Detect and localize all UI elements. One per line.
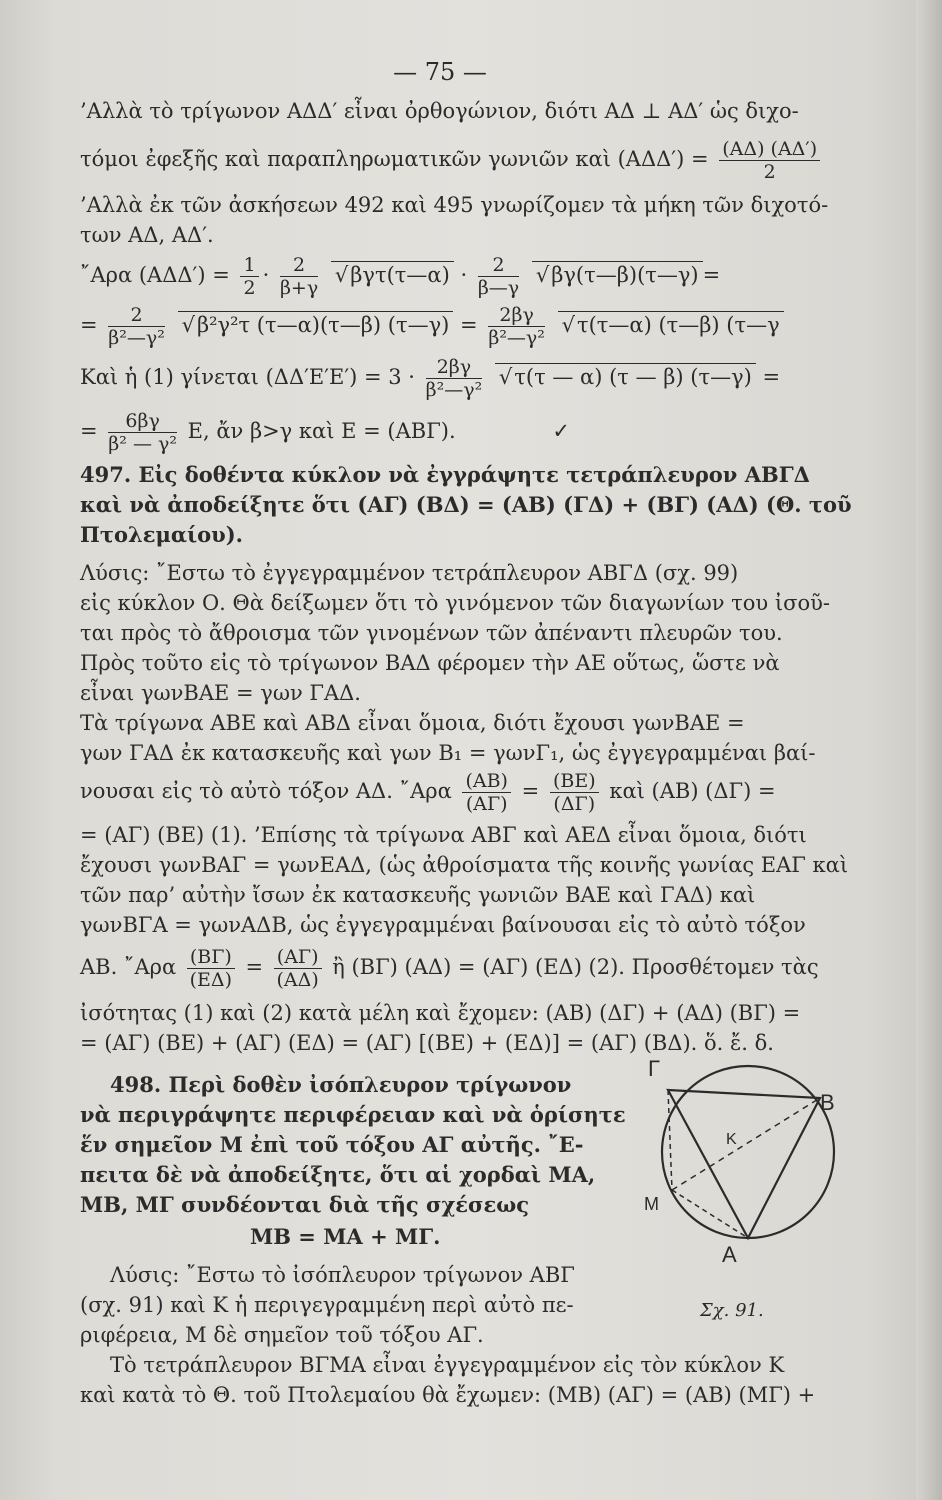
problem-498-line: 498. Περὶ δοθὲν ἰσόπλευρον τρίγωνον: [110, 1072, 572, 1097]
fraction: [488, 304, 545, 349]
numerator: (ΒΓ): [187, 946, 235, 969]
radical: √ βγτ(τ—α): [331, 261, 454, 288]
text-line: ’Αλλὰ τὸ τρίγωνον ΑΔΔ′ εἶναι ὀρθογώνιον, διότι ΑΔ ⊥ ΑΔ′ ὡς διχο-: [80, 99, 799, 123]
equation-line: ῎Αρα (ΑΔΔ′) = $\frac{1}{2}$ · $\frac{2}{\beta+\gamma}$ √ βγτ(τ—α) · $\frac{2}{\beta—\gamma}$ √ βγ(τ—β)(τ—γ) =: [80, 254, 720, 299]
fraction: [719, 138, 820, 183]
solution-line: ται πρὸς τὸ ἄθροισμα τῶν γινομένων τῶν ἀπέναντι πλευρῶν του.: [80, 621, 783, 645]
denominator: β²—γ²: [488, 327, 545, 349]
denominator: β—γ: [477, 277, 520, 299]
numerator: (ΑΓ): [274, 946, 322, 969]
denominator: (ΑΓ): [465, 793, 508, 815]
denominator: β²—γ²: [108, 327, 165, 349]
solution-line: εἰς κύκλον Ο. Θὰ δείξωμεν ὅτι τὸ γινόμενον τῶν διαγωνίων του ἰσοῦ-: [80, 591, 830, 615]
eq-text: Καὶ ἡ (1) γίνεται (ΔΔ′Ε′Ε′) = 3 ·: [80, 365, 415, 389]
figure-caption: Σχ. 91.: [700, 1300, 764, 1321]
problem-497-line: καὶ νὰ ἀποδείξητε ὅτι (ΑΓ) (ΒΔ) = (ΑΒ) (ΓΔ) + (ΒΓ) (ΑΔ) (Θ. τοῦ: [80, 492, 852, 517]
solution-line: εἶναι γωνΒΑΕ = γων ΓΑΔ.: [80, 681, 361, 705]
label-g: Γ: [648, 1056, 661, 1081]
eq-text: Ε, ἄν β>γ καὶ Ε = (ΑΒΓ).: [187, 419, 456, 443]
problem-498-line: νὰ περιγράψητε περιφέρειαν καὶ νὰ ὁρίσητε: [80, 1102, 626, 1127]
eq-text: =: [702, 263, 721, 287]
denominator: β² — γ²: [108, 433, 177, 455]
denominator: 2: [763, 161, 776, 183]
denominator: (ΑΔ): [276, 969, 319, 991]
solution-line: = (ΑΓ) (ΒΕ) + (ΑΓ) (ΕΔ) = (ΑΓ) [(ΒΕ) + (ΕΔ)] = (ΑΓ) (ΒΔ). ὅ. ἔ. δ.: [80, 1031, 774, 1055]
eq-text: ἢ (ΒΓ) (ΑΔ) = (ΑΓ) (ΕΔ) (2). Προσθέτομεν τὰς: [332, 955, 819, 979]
text-span: τόμοι ἐφεξῆς καὶ παραπληρωματικῶν γωνιῶν καὶ (ΑΔΔ′) =: [80, 147, 709, 171]
numerator: (ΒΕ): [550, 770, 599, 793]
solution-line: ριφέρεια, Μ δὲ σημεῖον τοῦ τόξου ΑΓ.: [80, 1323, 484, 1347]
solution-line: Τὰ τρίγωνα ΑΒΕ καὶ ΑΒΔ εἶναι ὅμοια, διότι ἔχουσι γωνΒΑΕ =: [80, 711, 745, 735]
eq-text: ῎Αρα (ΑΔΔ′) =: [80, 263, 230, 287]
text-line: των ΑΔ, ΑΔ′.: [80, 223, 214, 247]
numerator: 1: [240, 254, 258, 277]
equation-line: [80, 410, 570, 455]
numerator: 2: [280, 254, 318, 277]
solution-line: ἔχουσι γωνΒΑΓ = γωνΕΑΔ, (ὡς ἀθροίσματα τῆς κοινῆς γωνίας ΕΑΓ καὶ: [80, 853, 849, 877]
equation-line: [80, 770, 776, 815]
problem-498-line: ΜΒ, ΜΓ συνδέονται διὰ τῆς σχέσεως: [80, 1192, 530, 1217]
numerator: 6βγ: [108, 410, 177, 433]
numerator: (ΑΔ) (ΑΔ′): [719, 138, 820, 161]
eq-text: νουσαι εἰς τὸ αὐτὸ τόξον ΑΔ. ῎Αρα: [80, 779, 452, 803]
fraction: [478, 254, 519, 299]
solution-line: = (ΑΓ) (ΒΕ) (1). ’Επίσης τὰ τρίγωνα ΑΒΓ καὶ ΑΕΔ εἶναι ὅμοια, διότι: [80, 823, 807, 847]
problem-498-line: ἕν σημεῖον Μ ἐπὶ τοῦ τόξου ΑΓ αὐτῆς. ῎Ε-: [80, 1132, 584, 1157]
solution-line: καὶ κατὰ τὸ Θ. τοῦ Πτολεμαίου θὰ ἔχωμεν: (ΜΒ) (ΑΓ) = (ΑΒ) (ΜΓ) +: [80, 1383, 816, 1407]
problem-498-line: πειτα δὲ νὰ ἀποδείξητε, ὅτι αἱ χορδαὶ ΜΑ,: [80, 1162, 596, 1187]
fraction: [280, 254, 318, 299]
eq-text: =: [80, 313, 98, 337]
solution-line: Λύσις: ῎Εστω τὸ ἐγγεγραμμένον τετράπλευρον ΑΒΓΔ (σχ. 99): [80, 561, 739, 585]
radical: √ βγ(τ—β)(τ—γ): [532, 261, 703, 288]
text-line: [80, 138, 824, 183]
solution-line: γων ΓΑΔ ἐκ κατασκευῆς καὶ γων Β₁ = γωνΓ₁, ὡς ἐγγεγραμμέναι βαί-: [80, 741, 816, 765]
chord-ma: [672, 1190, 748, 1238]
text-line: ’Αλλὰ ἐκ τῶν ἀσκήσεων 492 καὶ 495 γνωρίζομεν τὰ μήκη τῶν διχοτό-: [80, 193, 829, 217]
solution-line: (σχ. 91) καὶ Κ ἡ περιγεγραμμένη περὶ αὐτὸ πε-: [80, 1293, 574, 1317]
label-m: Μ: [644, 1194, 659, 1214]
denominator: β+γ: [279, 277, 319, 299]
solution-line: Τὸ τετράπλευρον ΒΓΜΑ εἶναι ἐγγεγραμμένον εἰς τὸν κύκλον Κ: [110, 1353, 785, 1377]
fraction: [550, 770, 599, 815]
label-a: Α: [722, 1242, 737, 1267]
fraction: [108, 410, 177, 455]
eq-text: =: [80, 419, 98, 443]
eq-text: =: [521, 779, 540, 803]
fraction: [108, 304, 165, 349]
radical: √ τ(τ—α) (τ—β) (τ—γ: [558, 311, 784, 338]
page-number: — 75 —: [393, 58, 487, 86]
numerator: 2: [478, 254, 519, 277]
denominator: (ΕΔ): [189, 969, 233, 991]
solution-line: τῶν παρ’ αὐτὴν ἴσων ἐκ κατασκευῆς γωνιῶν ΒΑΕ καὶ ΓΑΔ) καὶ: [80, 883, 756, 907]
fraction: [274, 946, 322, 991]
numerator: (ΑΒ): [462, 770, 511, 793]
problem-497-line: 497. Εἰς δοθέντα κύκλον νὰ ἐγγράψητε τετράπλευρον ΑΒΓΔ: [80, 462, 810, 487]
numerator: 2: [108, 304, 165, 327]
label-b: Β: [820, 1090, 835, 1115]
fraction: [462, 770, 511, 815]
radical: √ τ(τ — α) (τ — β) (τ—γ): [495, 363, 756, 390]
denominator: (ΔΓ): [553, 793, 596, 815]
check-mark: ✓: [552, 419, 570, 443]
eq-text: =: [762, 365, 781, 389]
eq-text: =: [245, 955, 264, 979]
eq-text: ΑΒ. ῎Αρα: [80, 955, 177, 979]
chord-mb: [672, 1098, 820, 1190]
book-spine-shadow: [916, 0, 942, 1500]
problem-498-relation: ΜΒ = ΜΑ + ΜΓ.: [250, 1224, 441, 1249]
chord-mg: [668, 1090, 672, 1190]
solution-line: ἰσότητας (1) καὶ (2) κατὰ μέλη καὶ ἔχομεν: (ΑΒ) (ΔΓ) + (ΑΔ) (ΒΓ) =: [80, 1001, 801, 1025]
eq-text: =: [460, 313, 478, 337]
equation-line: [80, 304, 784, 349]
numerator: 2βγ: [488, 304, 545, 327]
numerator: 2βγ: [426, 356, 483, 379]
denominator: β²—γ²: [425, 379, 483, 401]
solution-line: γωνΒΓΑ = γωνΑΔΒ, ὡς ἐγγεγραμμέναι βαίνουσαι εἰς τὸ αὐτὸ τόξον: [80, 913, 806, 937]
solution-line: Πρὸς τοῦτο εἰς τὸ τρίγωνον ΒΑΔ φέρομεν τὴν ΑΕ οὕτως, ὥστε νὰ: [80, 651, 780, 675]
equation-line: [80, 356, 780, 401]
fraction: [426, 356, 483, 401]
solution-line: Λύσις: ῎Εστω τὸ ἰσόπλευρον τρίγωνον ΑΒΓ: [110, 1263, 575, 1287]
fraction: [187, 946, 235, 991]
problem-497-line: Πτολεμαίου).: [80, 522, 243, 547]
fraction: [240, 254, 258, 299]
eq-text: καὶ (ΑΒ) (ΔΓ) =: [609, 779, 776, 803]
radical: √ β²γ²τ (τ—α)(τ—β) (τ—γ): [178, 311, 454, 338]
equation-line: [80, 946, 819, 991]
label-k: Κ: [726, 1131, 737, 1148]
figure-91: [630, 1040, 870, 1280]
denominator: 2: [243, 277, 256, 299]
